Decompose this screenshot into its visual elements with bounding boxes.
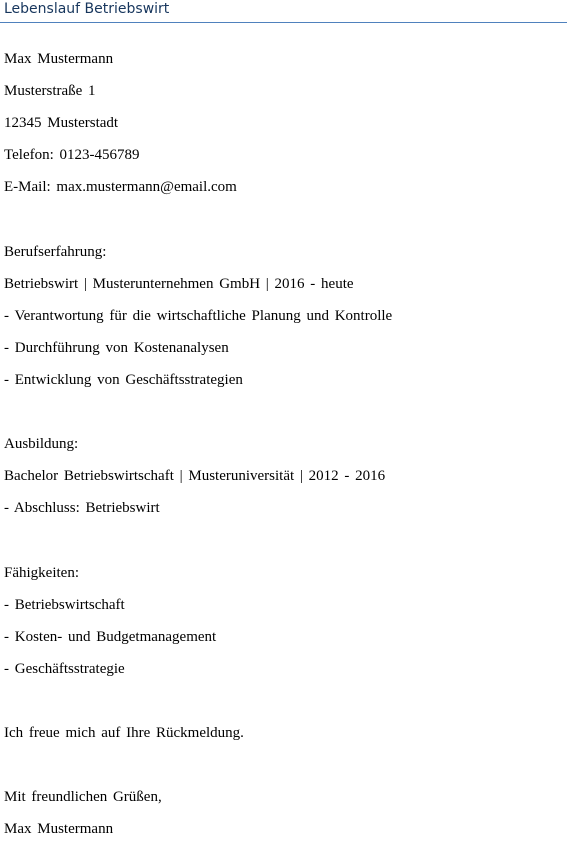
skill-item: - Kosten- und Budgetmanagement (4, 628, 217, 645)
phone-number: Telefon: 0123-456789 (4, 147, 140, 164)
experience-item: - Entwicklung von Geschäftsstrategien (4, 371, 243, 388)
blank-line (4, 401, 564, 433)
blank-line (4, 690, 564, 722)
experience-item: - Durchführung von Kostenanalysen (4, 339, 229, 356)
blank-line (4, 754, 564, 786)
blank-line (4, 208, 564, 240)
skill-item: - Betriebswirtschaft (4, 596, 125, 613)
experience-item: - Verantwortung für die wirtschaftliche Planung und Kontrolle (4, 307, 393, 324)
document-body (4, 48, 564, 850)
skills-heading: Fähigkeiten: (4, 564, 79, 581)
signature-name: Max Mustermann (4, 821, 114, 838)
document-title: Lebenslauf Betriebswirt (4, 1, 170, 17)
experience-heading: Berufserfahrung: (4, 243, 107, 260)
education-heading: Ausbildung: (4, 436, 79, 453)
closing-statement: Ich freue mich auf Ihre Rückmeldung. (4, 724, 244, 741)
email-address: E-Mail: max.mustermann@email.com (4, 179, 237, 196)
applicant-name: Max Mustermann (4, 51, 114, 67)
education-item: - Abschluss: Betriebswirt (4, 500, 160, 517)
city-address: 12345 Musterstadt (4, 115, 119, 132)
blank-line (4, 529, 564, 561)
street-address: Musterstraße 1 (4, 83, 96, 100)
education-degree: Bachelor Betriebswirtschaft | Musteruniversität | 2012 - 2016 (4, 468, 386, 485)
skill-item: - Geschäftsstrategie (4, 660, 125, 677)
title-divider (0, 22, 567, 23)
closing-greeting: Mit freundlichen Grüßen, (4, 789, 162, 806)
experience-position: Betriebswirt | Musterunternehmen GmbH | 2016 - heute (4, 275, 354, 292)
